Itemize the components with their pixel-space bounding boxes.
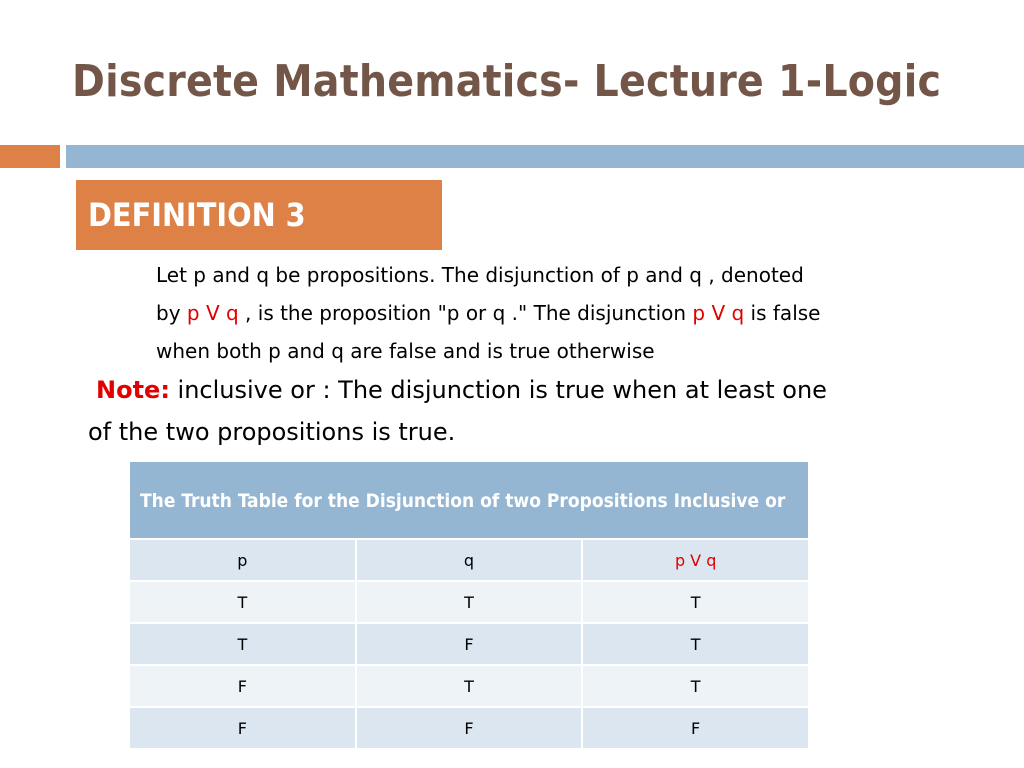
truth-table [128,460,810,750]
table-cell: F [356,623,583,665]
table-row [129,581,809,623]
table-cell: F [356,707,583,749]
definition-heading: DEFINITION 3 [88,196,306,234]
definition-line-2-end: is false [744,301,821,325]
table-cell: T [129,581,356,623]
definition-text [156,256,996,370]
table-cell: F [129,665,356,707]
table-cell: T [356,665,583,707]
truth-table-header-cell: p V q [582,539,809,581]
note-label: Note: [96,376,170,404]
definition-heading-box [76,180,442,250]
table-row [129,665,809,707]
table-cell: T [582,623,809,665]
definition-line-2-start: by [156,301,187,325]
truth-table-header-cell: q [356,539,583,581]
table-cell: T [356,581,583,623]
table-cell: T [129,623,356,665]
truth-table-header-cell: p [129,539,356,581]
table-cell: T [582,581,809,623]
table-cell: T [582,665,809,707]
table-row [129,707,809,749]
truth-table-caption: The Truth Table for the Disjunction of two Propositions Inclusive or [129,461,809,539]
truth-table-header-row [129,539,809,581]
definition-line-2-middle: , is the proposition "p or q ." The disjunction [238,301,693,325]
decorative-bar-orange [0,145,60,168]
table-cell: F [129,707,356,749]
definition-line-2 [156,294,996,332]
disjunction-expression: p V q [692,301,745,325]
table-cell: F [582,707,809,749]
definition-line-1: Let p and q be propositions. The disjunction of p and q , denoted [156,263,804,287]
table-row [129,623,809,665]
note-line-1 [88,369,928,411]
note-line-2: of the two propositions is true. [88,418,456,446]
definition-line-3: when both p and q are false and is true otherwise [156,339,655,363]
note-line-1-text: inclusive or : The disjunction is true when at least one [169,376,827,404]
disjunction-expression: p V q [186,301,239,325]
note-block [88,369,928,453]
slide-title: Discrete Mathematics- Lecture 1-Logic [72,56,942,107]
decorative-bar-blue [66,145,1024,168]
